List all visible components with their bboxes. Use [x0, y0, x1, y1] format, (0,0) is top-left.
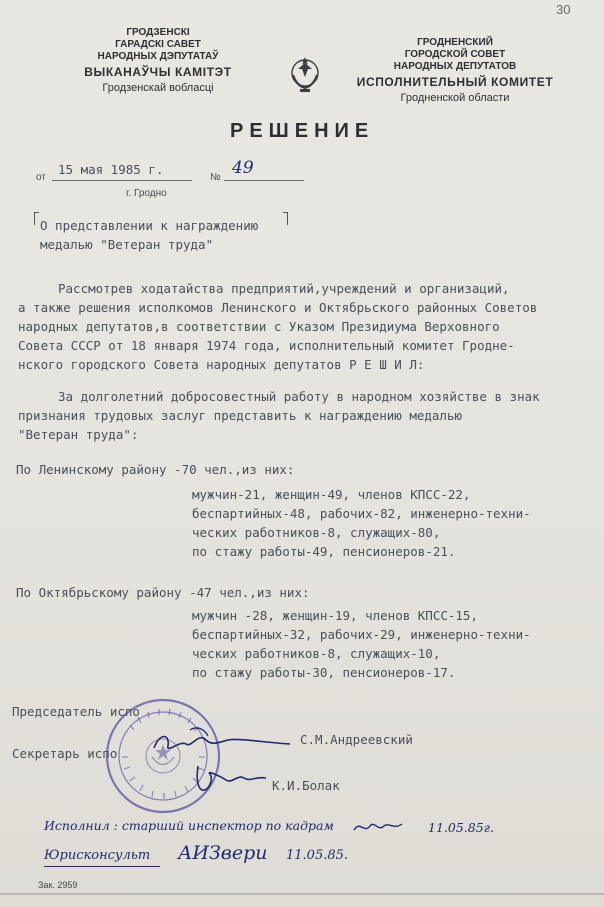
header-left — [58, 27, 258, 94]
october-line-1: мужчин -28, женщин-19, членов КПСС-15, — [192, 608, 478, 623]
header-left-line2: ГАРАДСКІ САВЕТ — [115, 39, 201, 50]
body-p1-line1: Рассмотрев ходатайства предприятий,учреждений и организаций, — [58, 281, 510, 296]
page-bottom-edge — [0, 893, 604, 895]
body-p1-line5: нского городского Совета народных депутатов Р Е Ш И Л: — [18, 357, 425, 372]
city: г. Гродно — [126, 188, 167, 199]
state-emblem-icon — [288, 55, 322, 93]
header-right — [340, 37, 570, 104]
october-line-2: беспартийных-32, рабочих-29, инженерно-техни- — [192, 627, 531, 642]
chairman-label: Председатель испо — [12, 704, 140, 719]
subject-bracket-left — [34, 212, 39, 225]
from-label: от — [36, 172, 46, 183]
executor-date: 11.05.85г. — [428, 820, 494, 835]
october-line-3: ческих работников-8, служащих-10, — [192, 646, 441, 661]
header-left-committee: ВЫКАНАЎЧЫ КАМІТЭТ — [84, 65, 232, 79]
executor-note: Исполнил : старший инспектор по кадрам — [44, 818, 334, 833]
header-right-committee: ИСПОЛНИТЕЛЬНЫЙ КОМИТЕТ — [356, 75, 554, 89]
lawyer-underline — [44, 866, 160, 867]
page-number: 30 — [556, 2, 571, 17]
header-right-line1: ГРОДНЕНСКИЙ — [417, 37, 493, 48]
body-p1-line4: Совета СССР от 18 января 1974 года, исполнительный комитет Гродне- — [18, 338, 515, 353]
header-right-region: Гродненской области — [400, 92, 510, 104]
header-right-line3: НАРОДНЫХ ДЕПУТАТОВ — [393, 61, 517, 72]
chairman-name: С.М.Андреевский — [300, 732, 413, 747]
lawyer-signature: АИЗвери — [178, 842, 268, 864]
lenin-line-4: по стажу работы-49, пенсионеров-21. — [192, 544, 456, 559]
body-p2-line2: признания трудовых заслуг представить к награждению медалью — [18, 408, 463, 423]
body-p2-line1: За долголетний добросовестный работу в народном хозяйстве в знак — [58, 389, 540, 404]
number-label: № — [210, 172, 221, 183]
body-p2-line3: "Ветеран труда": — [18, 427, 139, 442]
lenin-line-1: мужчин-21, женщин-49, членов КПСС-22, — [192, 487, 471, 502]
lenin-district-heading: По Ленинскому району -70 чел.,из них: — [16, 462, 295, 477]
document-number: 49 — [232, 158, 254, 178]
lenin-line-2: беспартийных-48, рабочих-82, инженерно-техни- — [192, 506, 531, 521]
order-number: Зак. 2959 — [38, 880, 78, 890]
body-p1-line2: а также решения исполкомов Ленинского и Октябрьского районных Советов — [18, 300, 538, 315]
number-underline — [224, 180, 304, 181]
header-left-region: Гродзенскай вобласці — [102, 82, 214, 94]
october-district-heading: По Октябрьскому району -47 чел.,из них: — [16, 585, 310, 600]
header-left-line3: НАРОДНЫХ ДЭПУТАТАЎ — [97, 51, 219, 62]
header-right-line2: ГОРОДСКОЙ СОВЕТ — [404, 49, 506, 60]
secretary-name: К.И.Болак — [272, 778, 340, 793]
document-date: 15 мая 1985 г. — [58, 162, 164, 177]
date-underline — [52, 180, 192, 181]
header-left-line1: ГРОДЗЕНСКІ — [126, 27, 190, 38]
executor-signature-icon — [352, 816, 404, 838]
subject-line-1: О представлении к награждению — [40, 218, 259, 233]
body-p1-line3: народных депутатов,в соответствии с Указом Президиума Верховного — [18, 319, 500, 334]
subject-bracket-right — [283, 212, 288, 225]
lenin-line-3: ческих работников-8, служащих-80, — [192, 525, 441, 540]
lawyer-label: Юрисконсульт — [44, 848, 151, 863]
document-title: РЕШЕНИЕ — [230, 120, 375, 142]
chairman-signature-icon — [150, 722, 300, 762]
lawyer-date: 11.05.85. — [286, 848, 349, 863]
subject-line-2: медалью "Ветеран труда" — [40, 237, 214, 252]
secretary-label: Секретарь испо — [12, 746, 118, 761]
secretary-signature-icon — [192, 760, 272, 796]
october-line-4: по стажу работы-30, пенсионеров-17. — [192, 665, 456, 680]
